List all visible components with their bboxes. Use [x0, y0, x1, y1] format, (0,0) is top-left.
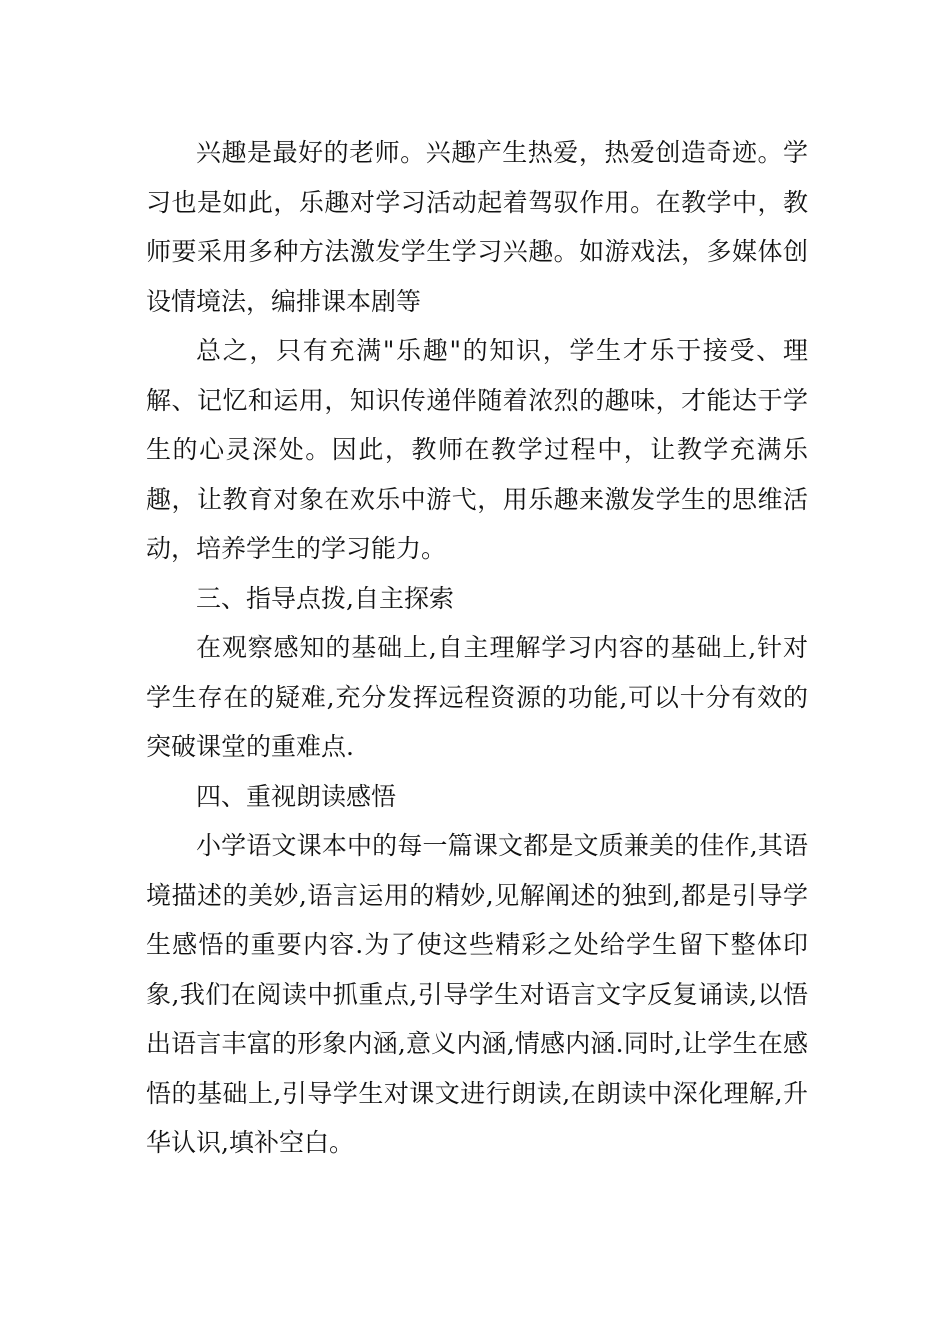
paragraph-reading: 小学语文课本中的每一篇课文都是文质兼美的佳作,其语境描述的美妙,语言运用的精妙,见解阐述的独到,都是引导学生感悟的重要内容.为了使这些精彩之处给学生留下整体印象,我们在阅读中抓重点,引导学生对语言文字反复诵读,以悟出语言丰富的形象内涵,意义内涵,情感内涵.同时,让学生在感悟的基础上,引导学生对课文进行朗读,在朗读中深化理解,升华认识,填补空白。	[146, 831, 808, 1157]
paragraph-interest: 兴趣是最好的老师。兴趣产生热爱，热爱创造奇迹。学习也是如此，乐趣对学习活动起着驾驭作用。在教学中，教师要采用多种方法激发学生学习兴趣。如游戏法，多媒体创设情境法，编排课本剧等	[146, 138, 808, 316]
paragraph-exploration: 在观察感知的基础上,自主理解学习内容的基础上,针对学生存在的疑难,充分发挥远程资源的功能,可以十分有效的突破课堂的重难点.	[146, 633, 808, 761]
paragraph-summary: 总之，只有充满"乐趣"的知识，学生才乐于接受、理解、记忆和运用，知识传递伴随着浓烈的趣味，才能达于学生的心灵深处。因此，教师在教学过程中，让教学充满乐趣，让教育对象在欢乐中游弋，用乐趣来激发学生的思维活动，培养学生的学习能力。	[146, 336, 808, 563]
document-body	[146, 128, 808, 1168]
section-heading-4: 四、重视朗读感悟	[196, 781, 397, 811]
section-heading-3: 三、指导点拨,自主探索	[196, 583, 454, 613]
